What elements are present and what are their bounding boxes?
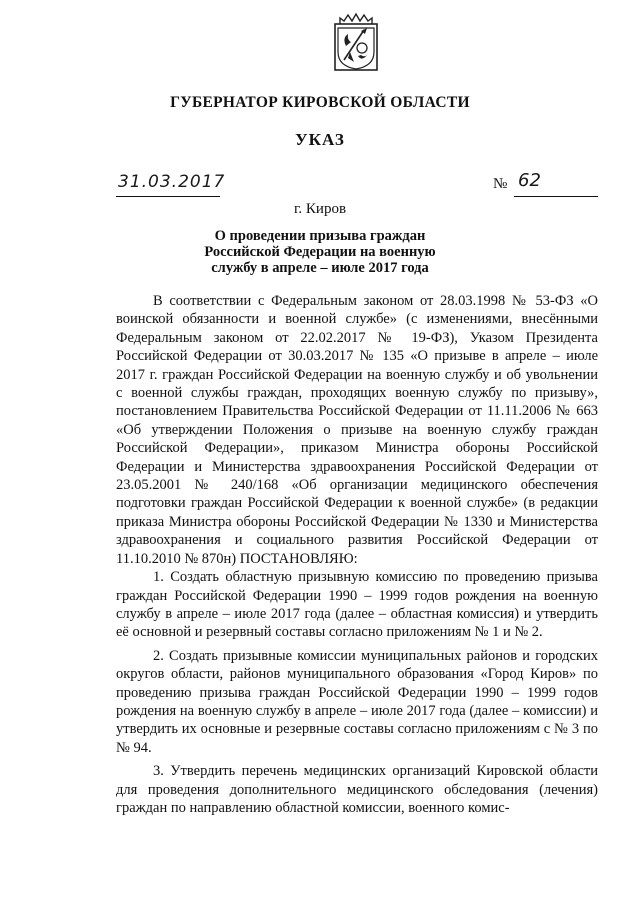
document-number: 62 bbox=[518, 170, 541, 191]
title-line: О проведении призыва граждан bbox=[214, 228, 426, 244]
document-date: 31.03.2017 bbox=[118, 172, 226, 192]
item-2-paragraph: 2. Создать призывные комиссии муниципальных районов и городских округов области, районов муниципального образования «Город Киров» по проведению призыва граждан Российской Федерации 1990 – 1999 годов рождения на военную службу в апреле – июле 2017 года (далее – комиссии) и утвердить их основные и резервные составы согласно приложениям с № 3 по № 94. bbox=[116, 647, 598, 756]
issuer-heading: ГУБЕРНАТОР КИРОВСКОЙ ОБЛАСТИ bbox=[170, 94, 470, 111]
item-3-paragraph: 3. Утвердить перечень медицинских организаций Кировской области для проведения дополнительного медицинского обследования (лечения) граждан по направлению областной комиссии, военного комис- bbox=[116, 763, 598, 816]
decree-body bbox=[116, 292, 598, 817]
preamble-paragraph: В соответствии с Федеральным законом от 28.03.1998 № 53-ФЗ «О воинской обязанности и военной службе» (с изменениями, внесёнными Федеральным законом от 22.02.2017 № 19-ФЗ), Указом Президента Российской Федерации от 30.03.2017 № 135 «О призыве в апреле – июле 2017 г. граждан Российской Федерации на военную службу и об увольнении с военной службы граждан, проходящих военную службу по призыву», постановлением Правительства Российской Федерации от 11.11.2006 № 663 «Об утверждении Положения о призыве на военную службу граждан Российской Федерации», приказом Министра обороны Российской Федерации и Министерства здравоохранения Российской Федерации от 23.05.2001 № 240/168 «Об организации медицинского обеспечения подготовки граждан Российской Федерации к военной службе» (в редакции приказа Министра обороны Российской Федерации № 1330 и Министерства здравоохранения и социального развития Российской Федерации от 11.10.2010 № 870н) ПОСТАНОВЛЯЮ: bbox=[116, 293, 598, 567]
decree-title bbox=[0, 228, 640, 276]
title-line: службу в апреле – июле 2017 года bbox=[211, 260, 429, 276]
title-line: Российской Федерации на военную bbox=[204, 244, 436, 260]
city-label: г. Киров bbox=[293, 201, 347, 217]
number-label: № bbox=[493, 176, 508, 192]
item-1-paragraph: 1. Создать областную призывную комиссию по проведению призыва граждан Российской Федерации 1990 – 1999 годов рождения на военную службу в апреле – июле 2017 года (далее – областная комиссия) и утвердить её основной и резервный составы согласно приложениям № 1 и № 2. bbox=[116, 569, 598, 641]
kirov-coat-of-arms-icon bbox=[334, 12, 378, 72]
document-type-heading: УКАЗ bbox=[295, 130, 345, 149]
